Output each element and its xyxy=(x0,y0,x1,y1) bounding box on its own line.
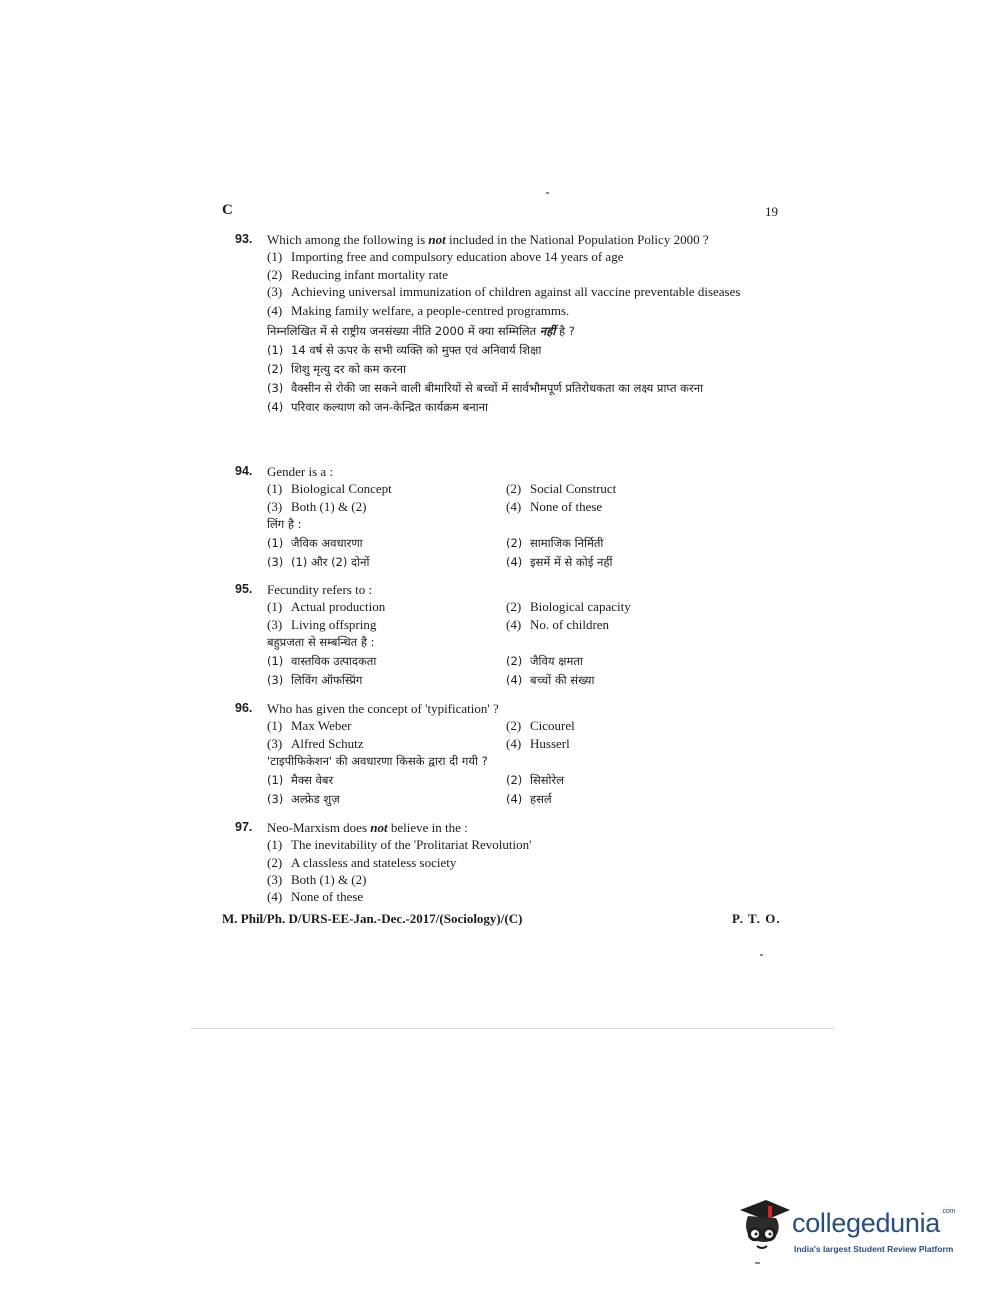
question-95 xyxy=(235,581,780,690)
scan-speck xyxy=(546,192,549,194)
option: (1) Biological Concept xyxy=(267,481,392,497)
question-stem: Neo-Marxism does not believe in the : xyxy=(267,820,468,835)
option: (4) None of these xyxy=(506,498,603,514)
hindi-option: (2) शिशु मृत्यु दर को कम करना xyxy=(267,362,407,377)
hindi-option: (4) हसर्ल xyxy=(506,791,552,806)
hindi-option: (3) वैक्सीन से रोकी जा सकने वाली बीमारियों से बच्चों में सार्वभौमपूर्ण प्रतिरोधकता का लक्ष्य प्राप्त करना xyxy=(267,381,704,396)
brand-name: collegedunia$^{.com}$ xyxy=(792,1208,956,1238)
question-stem: Fecundity refers to : xyxy=(267,582,373,597)
question-number: 94. xyxy=(235,464,253,478)
hindi-stem: निम्नलिखित में से राष्ट्रीय जनसंख्या नीति 2000 में क्या सम्मिलित नहीं है ? xyxy=(267,324,575,339)
option: (2) Biological capacity xyxy=(506,599,631,615)
hindi-option: (4) इसमें में से कोई नहीं xyxy=(506,554,613,569)
hindi-option: (1) 14 वर्ष से ऊपर के सभी व्यक्ति को मुफ्त एवं अनिवार्य शिक्षा xyxy=(267,343,542,358)
hindi-option: (2) जैविय क्षमता xyxy=(506,653,583,668)
hindi-option: (2) सामाजिक निर्मिती xyxy=(506,535,604,550)
hindi-option: (4) परिवार कल्याण को जन-केन्द्रित कार्यक्रम बनाना xyxy=(267,400,488,415)
option: (1) Importing free and compulsory education above 14 years of age xyxy=(267,249,624,265)
option: (3) Living offspring xyxy=(267,616,377,632)
question-96 xyxy=(235,700,780,809)
question-number: 97. xyxy=(235,820,253,834)
option: (4) Husserl xyxy=(506,735,570,751)
page-number: 19 xyxy=(765,204,778,219)
scan-speck xyxy=(760,954,763,956)
hindi-stem: 'टाइपीफिकेशन' की अवधारणा किसके द्वारा दी गयी ? xyxy=(267,753,488,768)
hindi-option: (3) (1) और (2) दोनों xyxy=(267,554,370,569)
scan-edge-line xyxy=(190,1028,835,1029)
option: (2) A classless and stateless society xyxy=(267,854,457,870)
scan-speck xyxy=(755,1262,760,1264)
option: (4) Making family welfare, a people-centred programms. xyxy=(267,303,570,319)
hindi-option: (3) लिविंग ऑफस्प्रिंग xyxy=(267,672,363,687)
question-stem: Gender is a : xyxy=(267,464,334,479)
question-93 xyxy=(235,231,780,417)
hindi-options-grid xyxy=(267,534,780,572)
collegedunia-logo xyxy=(736,1196,961,1266)
hindi-options-grid xyxy=(267,652,780,690)
option: (2) Cicourel xyxy=(506,718,575,734)
option: (1) Max Weber xyxy=(267,718,352,734)
option: (3) Both (1) & (2) xyxy=(267,498,367,514)
hindi-option: (3) अल्फ्रेड शुज़ xyxy=(267,791,340,806)
option: (4) None of these xyxy=(267,889,364,905)
options-grid xyxy=(267,717,780,752)
hindi-option: (1) जैविक अवधारणा xyxy=(267,535,363,550)
question-number: 93. xyxy=(235,232,253,246)
question-number: 96. xyxy=(235,701,253,715)
question-number: 95. xyxy=(235,582,253,596)
option: (3) Achieving universal immunization of children against all vaccine preventable diseases xyxy=(267,283,741,299)
question-series: C xyxy=(222,202,233,218)
paper-code: M. Phil/Ph. D/URS-EE-Jan.-Dec.-2017/(Sociology)/(C) xyxy=(222,911,523,926)
options-grid xyxy=(267,480,780,515)
please-turn-over: P. T. O. xyxy=(732,911,781,926)
mascot-graduate-icon xyxy=(736,1196,792,1256)
question-94 xyxy=(235,463,780,572)
brand-tagline: India's largest Student Review Platform xyxy=(794,1244,954,1254)
option: (3) Alfred Schutz xyxy=(267,735,364,751)
hindi-option: (1) वास्तविक उत्पादकता xyxy=(267,653,377,668)
hindi-stem: बहुप्रजता से सम्बन्धित है : xyxy=(267,634,375,649)
option: (1) Actual production xyxy=(267,599,386,615)
hindi-stem: लिंग है : xyxy=(267,516,302,531)
hindi-options-grid xyxy=(267,771,780,809)
hindi-option: (1) मैक्स वेबर xyxy=(267,772,334,787)
option: (2) Reducing infant mortality rate xyxy=(267,266,449,282)
option: (1) The inevitability of the 'Prolitariat Revolution' xyxy=(267,837,532,853)
question-stem: Who has given the concept of 'typification' ? xyxy=(267,701,499,716)
option: (4) No. of children xyxy=(506,616,610,632)
hindi-option: (4) बच्चों की संख्या xyxy=(506,672,595,687)
question-stem: Which among the following is not included in the National Population Policy 2000 ? xyxy=(267,232,709,247)
option: (2) Social Construct xyxy=(506,481,617,497)
hindi-option: (2) सिसोरेल xyxy=(506,772,565,787)
options-grid xyxy=(267,598,780,633)
option: (3) Both (1) & (2) xyxy=(267,871,367,887)
question-97 xyxy=(235,819,780,905)
